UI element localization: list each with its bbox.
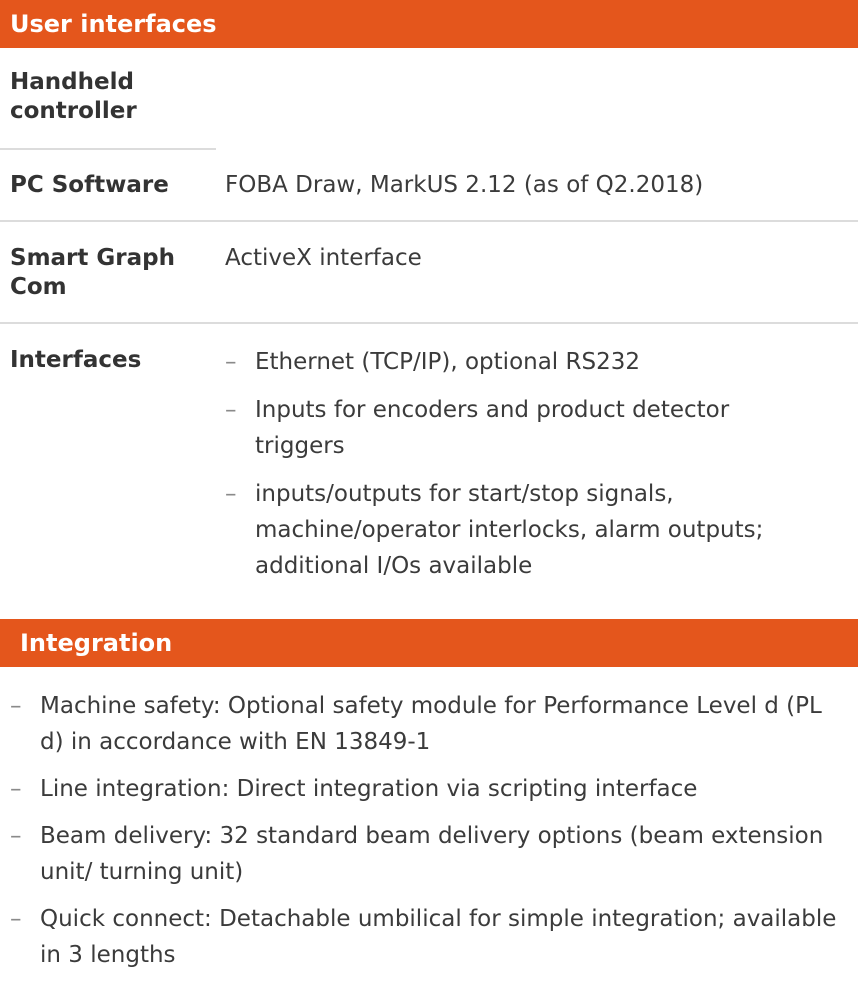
list-item-text: Inputs for encoders and product detector triggers (255, 397, 730, 459)
list-item (10, 771, 850, 807)
list-item (225, 476, 825, 584)
list-item (10, 688, 850, 760)
list-item-text: Ethernet (TCP/IP), optional RS232 (255, 349, 640, 375)
row-divider (0, 322, 858, 324)
list-item-text: Machine safety: Optional safety module for Performance Level d (PL d) in accordance with EN 13849-1 (40, 693, 822, 755)
section-header-user-interfaces (0, 0, 858, 48)
dash-bullet-icon: – (225, 397, 237, 423)
dash-bullet-icon: – (10, 906, 22, 932)
row-value-smart-graph-com: ActiveX interface (225, 245, 422, 271)
dash-bullet-icon: – (225, 349, 237, 375)
row-value-pc-software: FOBA Draw, MarkUS 2.12 (as of Q2.2018) (225, 172, 704, 198)
section-title: User interfaces (10, 10, 217, 38)
list-item-text: Beam delivery: 32 standard beam delivery options (beam extension unit/ turning unit) (40, 823, 824, 885)
row-label-interfaces: Interfaces (10, 347, 142, 373)
dash-bullet-icon: – (10, 776, 22, 802)
row-divider (0, 148, 216, 150)
row-label-handheld-controller: Handheld controller (10, 69, 137, 124)
list-item (10, 818, 850, 890)
integration-list (10, 688, 850, 984)
list-item-text: Quick connect: Detachable umbilical for simple integration; available in 3 lengths (40, 906, 837, 968)
list-item-text: Line integration: Direct integration via scripting interface (40, 776, 698, 802)
list-item (10, 901, 850, 973)
row-divider (0, 220, 858, 222)
list-item-text: inputs/outputs for start/stop signals, machine/operator interlocks, alarm outputs; additional I/Os available (255, 481, 764, 579)
section-title: Integration (20, 629, 173, 657)
interfaces-list (225, 344, 825, 596)
row-label-smart-graph-com: Smart Graph Com (10, 245, 175, 300)
row-label-pc-software: PC Software (10, 172, 169, 198)
dash-bullet-icon: – (10, 823, 22, 849)
list-item (225, 392, 825, 464)
section-header-integration (0, 619, 858, 667)
dash-bullet-icon: – (10, 693, 22, 719)
list-item (225, 344, 825, 380)
dash-bullet-icon: – (225, 481, 237, 507)
